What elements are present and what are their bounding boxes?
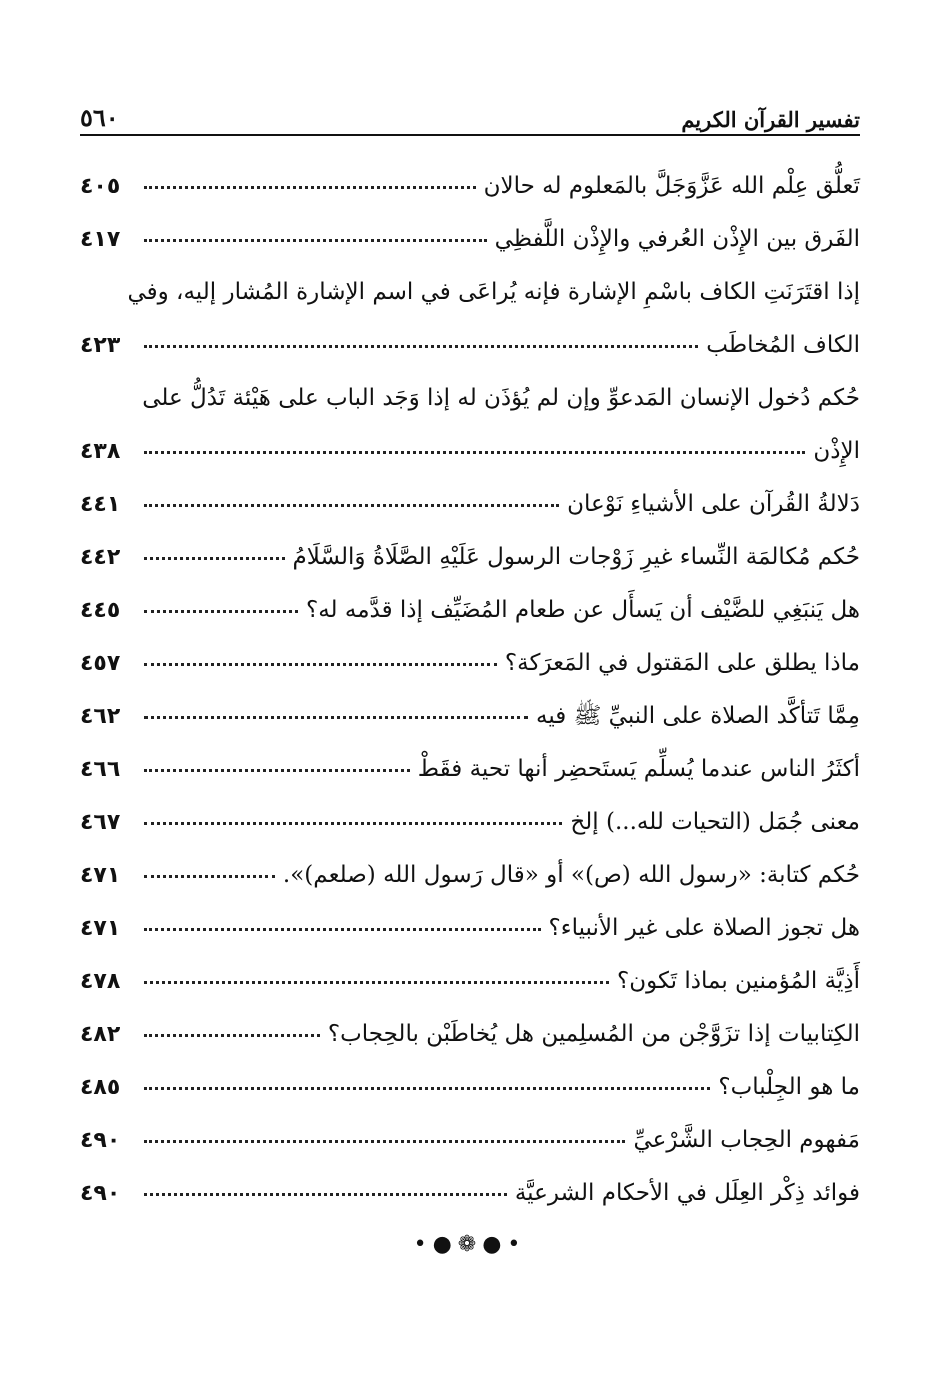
toc-entry-line [80, 1008, 860, 1061]
dot-leader [144, 186, 476, 189]
toc-entry-title: الكِتابيات إذا تزَوَّجْن من المُسلِمين هل يُخاطَبْن بالحِجاب؟ [327, 1021, 860, 1047]
end-ornament: •●❁●• [413, 1232, 527, 1257]
toc-entry-title: هل تجوز الصلاة على غير الأنبياء؟ [548, 915, 860, 941]
toc-page-number: ٤٥٧ [80, 651, 121, 676]
toc-page-number: ٤٤٥ [80, 598, 121, 623]
dot-leader [144, 981, 609, 984]
toc-entry-line-wrapped [80, 372, 860, 425]
toc-entry-title: تَعلُّق عِلْم الله عَزَّوَجَلَّ بالمَعلوم له حالان [483, 173, 860, 199]
toc-entry-title: الإِذْن [813, 438, 860, 464]
toc-entry [80, 955, 860, 1008]
dot-leader [144, 875, 275, 878]
toc-entry-line [80, 743, 860, 796]
table-of-contents [80, 160, 860, 1220]
toc-entry-line [80, 955, 860, 1008]
dot-leader [144, 822, 562, 825]
toc-page-number: ٤٩٠ [80, 1128, 121, 1153]
toc-page-number: ٤٢٣ [80, 333, 121, 358]
book-title: تفسير القرآن الكريم [681, 107, 860, 132]
header-divider [80, 134, 860, 136]
toc-entry [80, 743, 860, 796]
toc-entry-line [80, 690, 860, 743]
toc-entry-title: أَذِيَّة المُؤمنين بماذا تَكون؟ [616, 968, 860, 994]
toc-entry-line [80, 902, 860, 955]
toc-entry-line [80, 1061, 860, 1114]
toc-entry-title: الكاف المُخاطَب [706, 332, 860, 358]
toc-entry [80, 213, 860, 266]
toc-entry-line [80, 637, 860, 690]
toc-page-number: ٤٦٧ [80, 810, 121, 835]
toc-page-number: ٤٨٥ [80, 1075, 121, 1100]
dot-leader [144, 1193, 507, 1196]
toc-entry-title: مِمَّا تَتأكَّد الصلاة على النبيِّ ﷺ فيه [536, 703, 860, 729]
toc-entry-title: ما هو الجِلْباب؟ [718, 1074, 860, 1100]
dot-leader [144, 1087, 710, 1090]
toc-entry [80, 531, 860, 584]
page-number: ٥٦٠ [80, 103, 119, 132]
toc-page-number: ٤٧١ [80, 916, 121, 941]
toc-entry [80, 637, 860, 690]
toc-entry [80, 372, 860, 478]
dot-leader [144, 504, 559, 507]
dot-leader [144, 716, 528, 719]
toc-entry-title: حُكم دُخول الإنسان المَدعوِّ وإن لم يُؤذَن له إذا وَجَد الباب على هَيْئة تَدُلُّ على [142, 385, 860, 411]
dot-leader [144, 928, 541, 931]
toc-entry-title: مَفهوم الحِجاب الشَّرْعيِّ [633, 1127, 860, 1153]
toc-page-number: ٤٦٢ [80, 704, 121, 729]
toc-entry [80, 160, 860, 213]
dot-leader [144, 345, 698, 348]
dot-leader [144, 451, 805, 454]
toc-entry [80, 1114, 860, 1167]
page-header [80, 92, 860, 132]
toc-entry-line-wrapped [80, 266, 860, 319]
toc-page-number: ٤٩٠ [80, 1181, 121, 1206]
toc-entry-line [80, 319, 860, 372]
dot-leader [144, 1034, 320, 1037]
toc-entry-line [80, 849, 860, 902]
toc-entry-title: حُكم كتابة: «رسول الله (ص)» أو «قال رَسول الله (صلعم)». [282, 862, 860, 888]
dot-leader [144, 1140, 625, 1143]
toc-entry-title: فوائد ذِكْر العِلَل في الأحكام الشرعيَّة [514, 1180, 860, 1206]
toc-entry [80, 1008, 860, 1061]
toc-entry [80, 584, 860, 637]
dot-leader [144, 239, 487, 242]
toc-entry-line [80, 584, 860, 637]
toc-entry-line [80, 796, 860, 849]
toc-entry-title: ماذا يطلق على المَقتول في المَعرَكة؟ [504, 650, 860, 676]
dot-leader [144, 663, 497, 666]
toc-entry-title: حُكم مُكالمَة النِّساء غيرِ زَوْجات الرسول عَلَيْهِ الصَّلَاةُ وَالسَّلَامُ [292, 544, 860, 570]
toc-entry [80, 849, 860, 902]
toc-entry-title: إذا اقتَرَنَتِ الكاف باسْمِ الإشارة فإنه يُراعَى في اسم الإشارة المُشار إليه، وفي [127, 279, 860, 305]
toc-page-number: ٤٨٢ [80, 1022, 121, 1047]
toc-page-number: ٤٧١ [80, 863, 121, 888]
toc-page-number: ٤٦٦ [80, 757, 121, 782]
toc-entry [80, 1167, 860, 1220]
toc-page-number: ٤١٧ [80, 227, 121, 252]
toc-page-number: ٤٧٨ [80, 969, 121, 994]
toc-entry [80, 690, 860, 743]
toc-entry-title: هل يَنبَغِي للضَّيْف أن يَسأَل عن طعام المُضَيِّف إذا قدَّمه له؟ [306, 597, 860, 623]
toc-entry-title: الفَرق بين الإِذْن العُرفي والإِذْن اللَّفظِي [494, 226, 860, 252]
toc-entry-line [80, 1167, 860, 1220]
dot-leader [144, 769, 410, 772]
toc-entry [80, 266, 860, 372]
toc-page-number: ٤٤٢ [80, 545, 121, 570]
toc-entry [80, 478, 860, 531]
dot-leader [144, 610, 298, 613]
toc-entry-title: أكثَرُ الناس عندما يُسلِّم يَستَحضِر أنها تحية فقَطْ [417, 756, 860, 782]
toc-page-number: ٤٣٨ [80, 439, 121, 464]
toc-entry-line [80, 160, 860, 213]
toc-entry-title: معنى جُمَل (التحيات لله...) إلخ [570, 809, 860, 835]
toc-page-number: ٤٤١ [80, 492, 121, 517]
toc-entry-line [80, 425, 860, 478]
toc-entry-line [80, 478, 860, 531]
dot-leader [144, 557, 285, 560]
toc-entry [80, 902, 860, 955]
toc-entry-line [80, 531, 860, 584]
toc-entry-line [80, 1114, 860, 1167]
toc-entry [80, 796, 860, 849]
toc-entry [80, 1061, 860, 1114]
toc-entry-line [80, 213, 860, 266]
toc-page-number: ٤٠٥ [80, 174, 121, 199]
toc-entry-title: دَلالةُ القُرآن على الأشياءِ نَوْعان [567, 491, 860, 517]
